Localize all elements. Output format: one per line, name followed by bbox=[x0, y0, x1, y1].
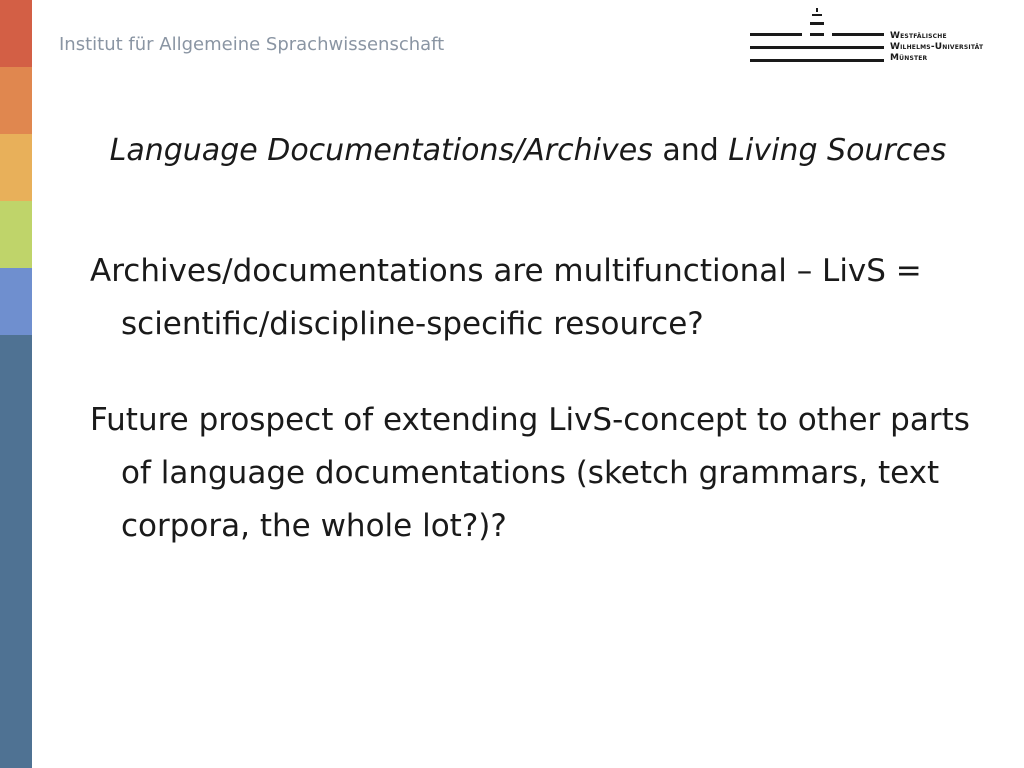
color-bar bbox=[0, 0, 32, 768]
title-part: Living Sources bbox=[728, 133, 947, 168]
logo-line: Wilhelms-Universität bbox=[890, 42, 984, 52]
bullet-list bbox=[90, 245, 980, 596]
university-logo-text bbox=[890, 31, 983, 64]
logo-line: Münster bbox=[890, 53, 928, 63]
logo-line: Westfälische bbox=[890, 31, 947, 41]
title-part: and bbox=[652, 133, 729, 168]
institute-name: Institut für Allgemeine Sprachwissenschaft bbox=[59, 34, 445, 55]
slide-title bbox=[0, 133, 1024, 168]
bullet-item: Future prospect of extending LivS-concept to other parts of language documentations (sketch grammars, text corpora, the whole lot?)? bbox=[90, 402, 970, 544]
bullet-item: Archives/documentations are multifunctional – LivS = scientific/discipline-specific resource? bbox=[90, 253, 922, 342]
color-bar-segment bbox=[0, 67, 32, 134]
title-part: Language Documentations/Archives bbox=[109, 133, 653, 168]
color-bar-segment bbox=[0, 268, 32, 335]
university-logo bbox=[750, 4, 1014, 70]
color-bar-segment bbox=[0, 201, 32, 268]
color-bar-segment bbox=[0, 335, 32, 768]
color-bar-segment bbox=[0, 0, 32, 67]
